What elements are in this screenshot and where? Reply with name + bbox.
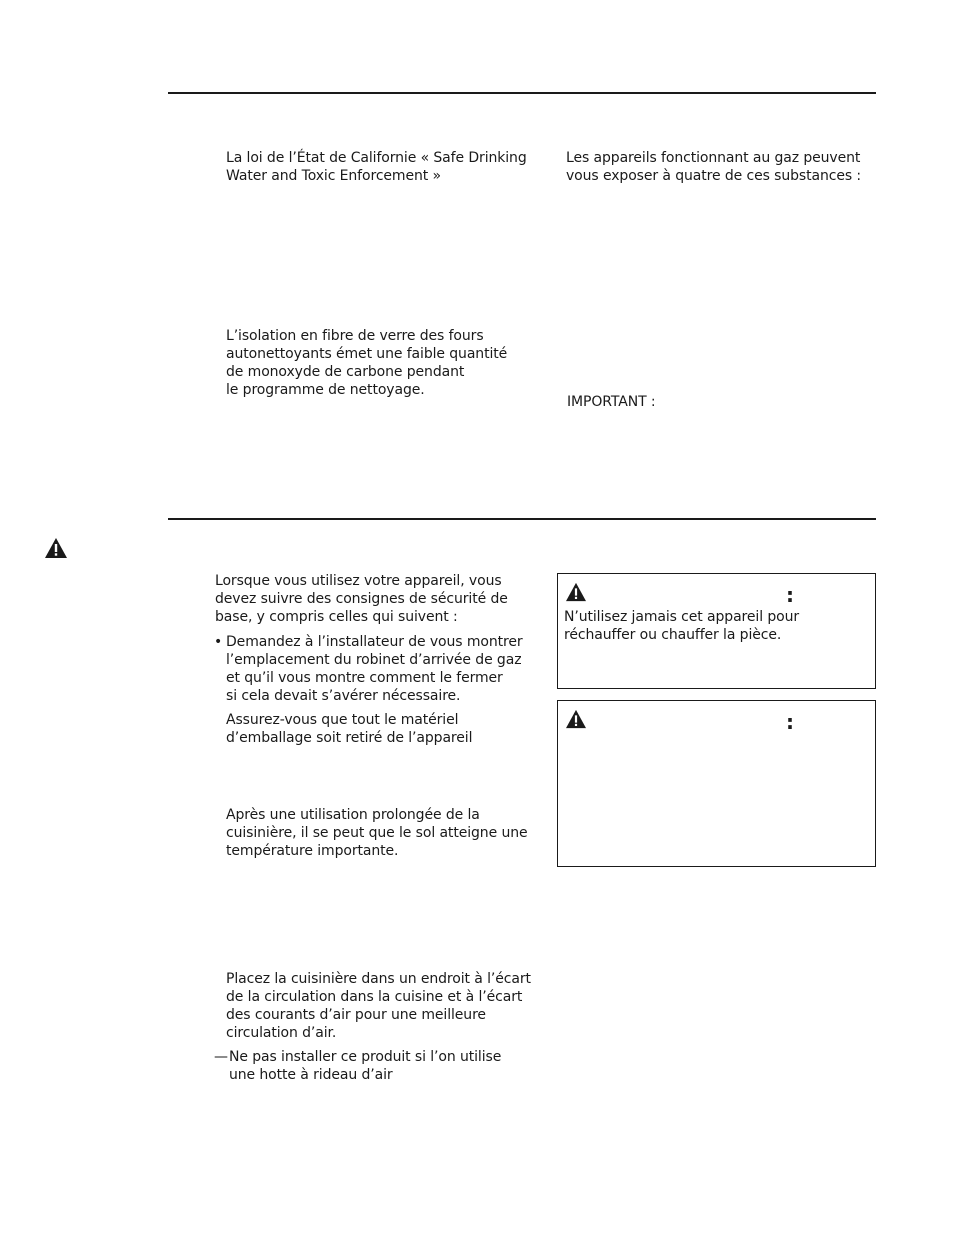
warning-colon: : bbox=[786, 710, 794, 734]
air-curtain-hood-text: Ne pas installer ce produit si l’on utilise une hotte à rideau d’air bbox=[229, 1049, 502, 1083]
placement-instruction: Placez la cuisinière dans un endroit à l’écart de la circulation dans la cuisine et à l’écart des courants d’air pour une meilleure circulation d’air. bbox=[226, 971, 531, 1041]
california-law-text: La loi de l’État de Californie « Safe Drinking Water and Toxic Enforcement » bbox=[226, 150, 527, 184]
warning-box-empty bbox=[557, 700, 876, 867]
fiberglass-insulation-text: L’isolation en fibre de verre des fours autonettoyants émet une faible quantité de monoxyde de carbone pendant le programme de nettoyage. bbox=[226, 328, 508, 398]
bullet-marker: • bbox=[214, 634, 223, 650]
safety-intro-text: Lorsque vous utilisez votre appareil, vous devez suivre des consignes de sécurité de base, y compris celles qui suivent : bbox=[215, 573, 508, 625]
gas-appliances-text: Les appareils fonctionnant au gaz peuvent vous exposer à quatre de ces substances : bbox=[566, 150, 862, 184]
warning-triangle-icon bbox=[565, 582, 587, 602]
warning-box-heating bbox=[557, 573, 876, 689]
important-label: IMPORTANT : bbox=[567, 394, 656, 410]
top-rule bbox=[168, 92, 876, 94]
gas-valve-instruction: Demandez à l’installateur de vous montrer l’emplacement du robinet d’arrivée de gaz et qu’il vous montre comment le fermer si cela devait s’avérer nécessaire. bbox=[226, 634, 523, 704]
warning-triangle-icon bbox=[565, 709, 587, 729]
packaging-instruction: Assurez-vous que tout le matériel d’emballage soit retiré de l’appareil bbox=[226, 712, 473, 746]
warning-triangle-icon bbox=[44, 537, 68, 559]
heating-warning-text: N’utilisez jamais cet appareil pour réchauffer ou chauffer la pièce. bbox=[564, 609, 800, 643]
section-rule bbox=[168, 518, 876, 520]
dash-marker: — bbox=[214, 1049, 228, 1065]
warning-colon: : bbox=[786, 583, 794, 607]
floor-temperature-text: Après une utilisation prolongée de la cuisinière, il se peut que le sol atteigne une température importante. bbox=[226, 807, 528, 859]
